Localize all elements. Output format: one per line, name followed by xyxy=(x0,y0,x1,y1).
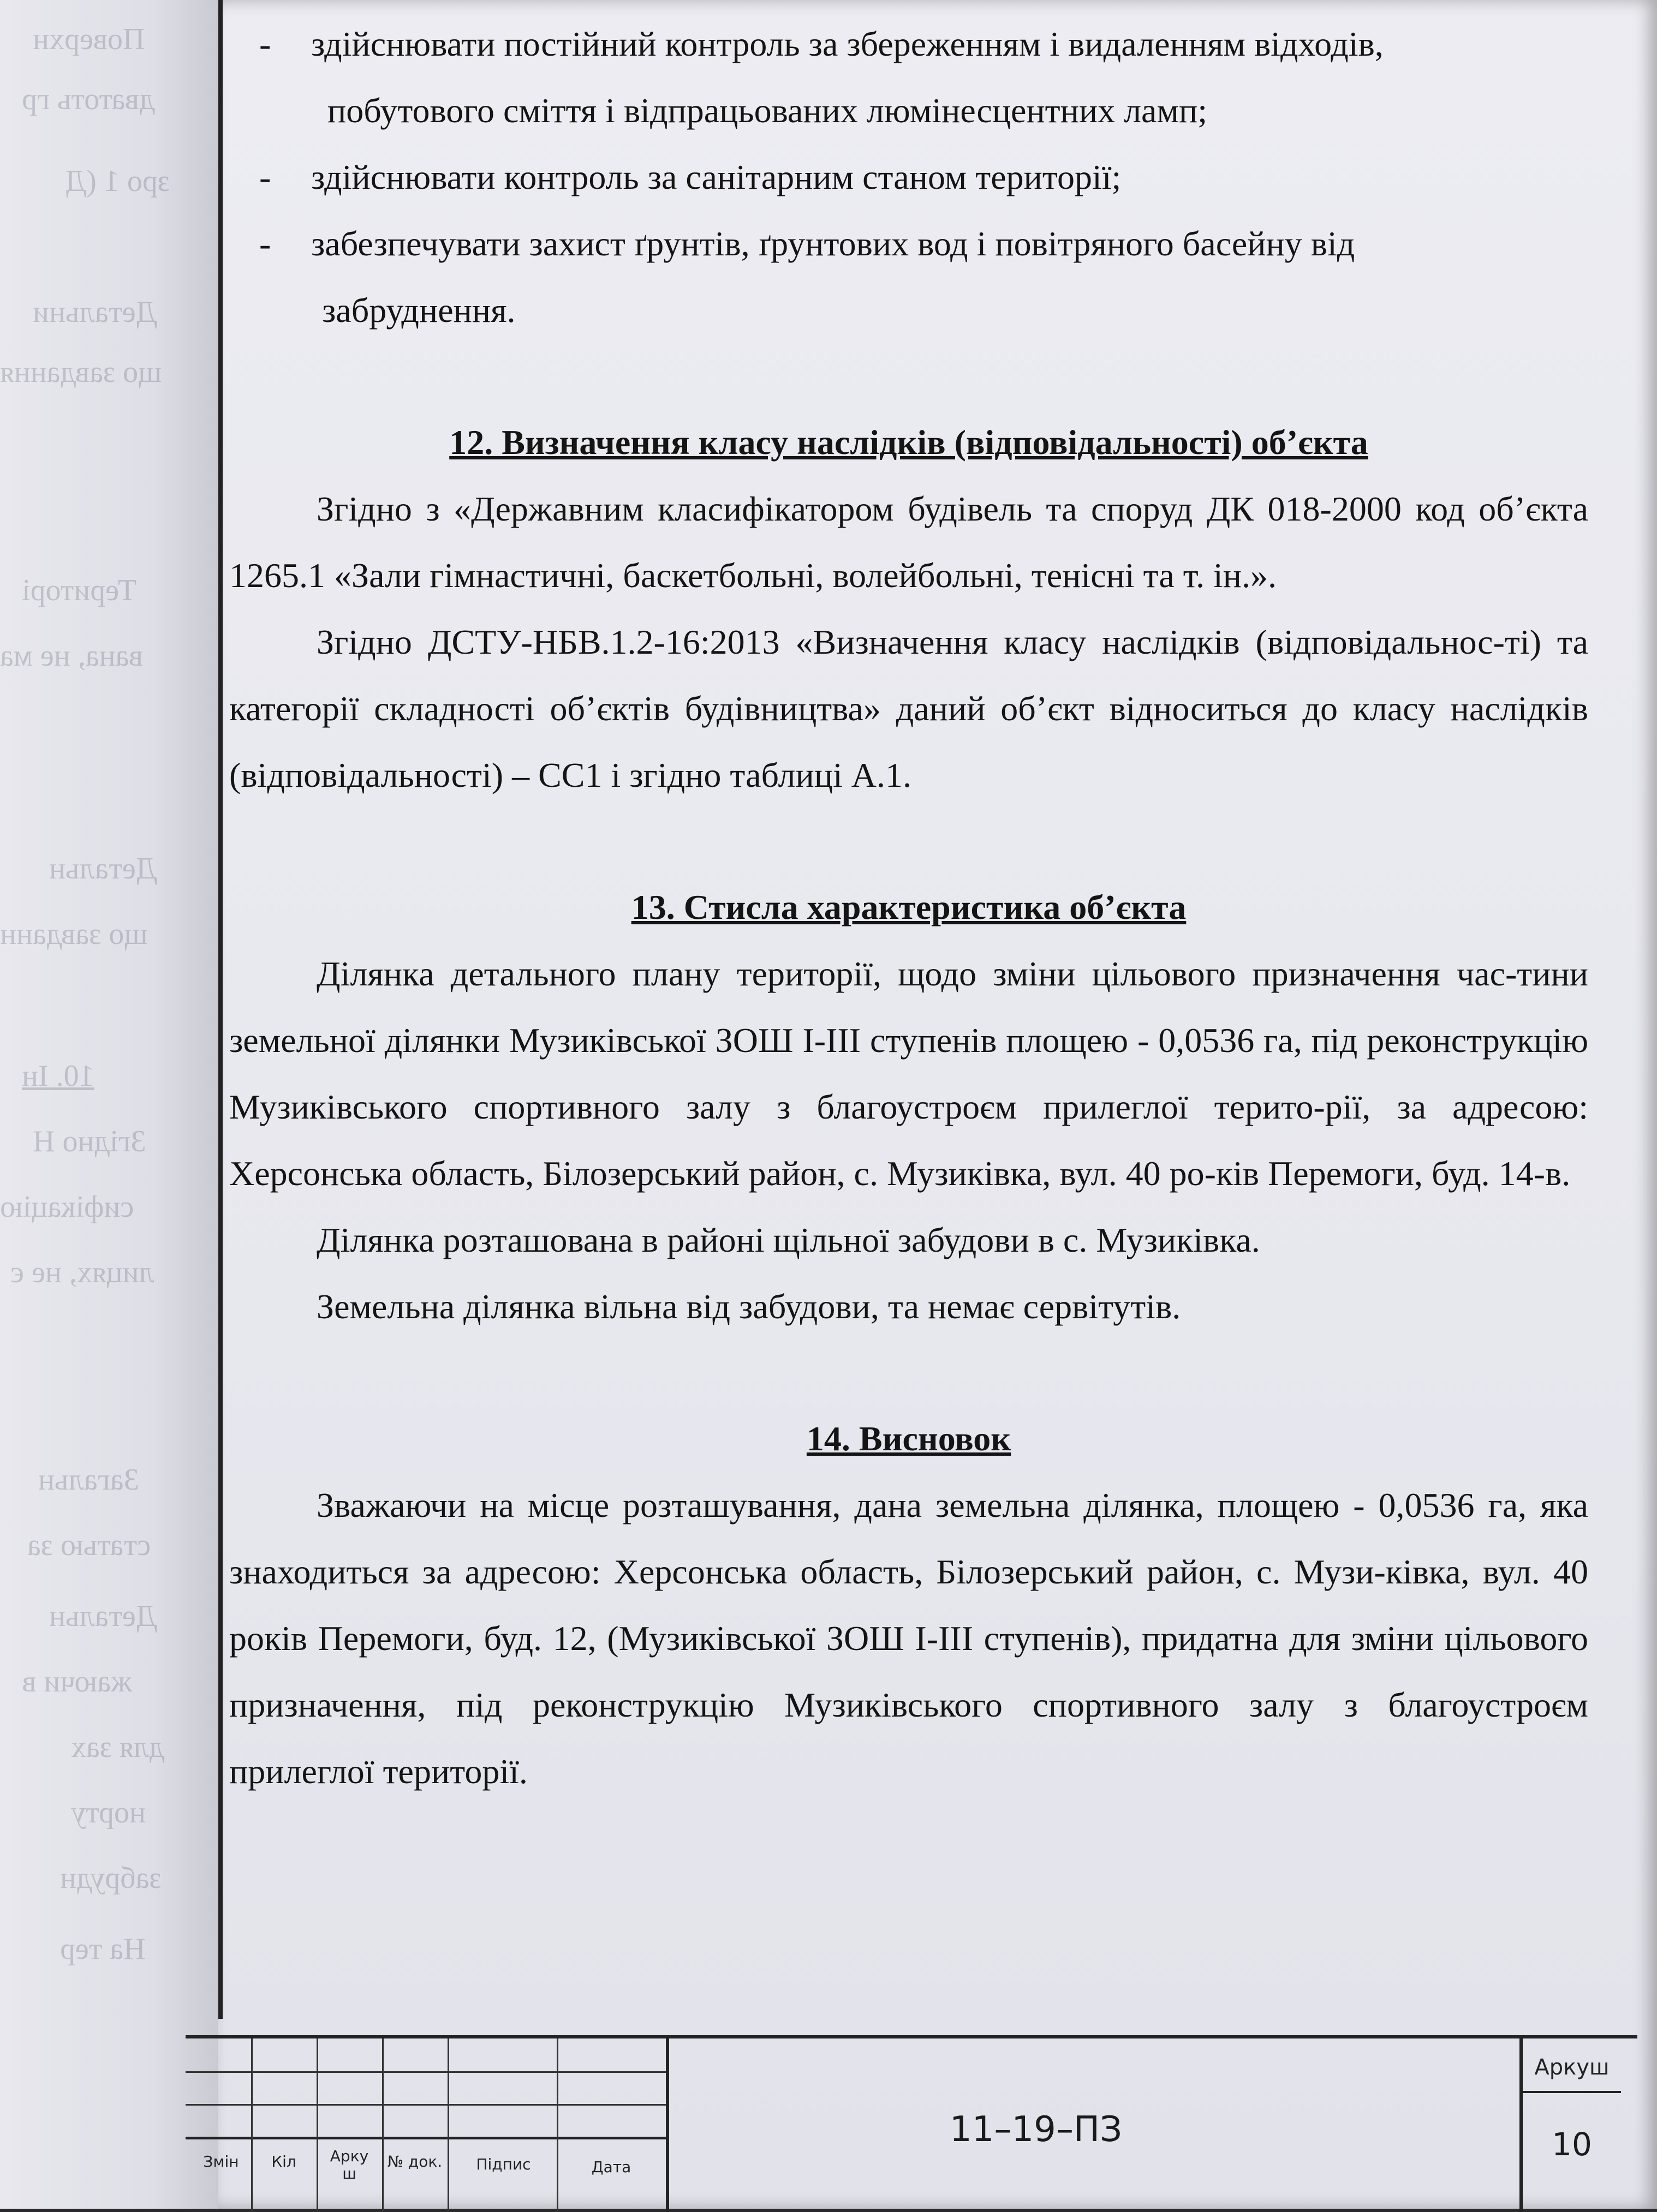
ghost-text: зро 1 (Д xyxy=(65,164,170,198)
document-page xyxy=(203,0,1657,2209)
ghost-text: Детальни xyxy=(33,295,157,329)
list-item-text: побутового сміття і відпрацьованих люмінесцентних ламп; xyxy=(327,91,1207,130)
list-item-text: здійснювати постійний контроль за збереженням і видаленням відходів, xyxy=(311,25,1384,63)
page-content xyxy=(229,11,1588,1805)
ghost-text: статью за xyxy=(27,1528,151,1562)
section-13-paragraph-3: Земельна ділянка вільна від забудови, та немає сервітутів. xyxy=(317,1287,1181,1326)
ghost-text: Територі xyxy=(22,573,137,607)
section-14-paragraph-1: Зважаючи на місце розташування, дана земельна ділянка, площею - 0,0536 га, яка знаходиться за адресою: Херсонська область, Білозерський район, с. Музи-ківка, вул. 40 років Перемоги, буд. 12, (Музиківської ЗОШ І-ІІІ ступенів), придатна для зміни цільового призначення, під реконструкцію Музиківського спортивного залу з благоустроєм прилеглої території. xyxy=(229,1486,1588,1791)
ghost-text: сифікацію xyxy=(0,1190,134,1224)
section-12-paragraph-1: Згідно з «Державним класифікатором будівель та споруд ДК 018-2000 код об’єкта 1265.1 «Зали гімнастичні, баскетбольні, волейбольні, тенісні та т. ін.». xyxy=(229,489,1588,595)
ghost-text: дватоть гр xyxy=(22,82,155,116)
section-14-title: 14. Висновок xyxy=(806,1419,1011,1458)
ghost-text: жаючи в xyxy=(22,1665,132,1699)
section-12-title: 12. Визначення класу наслідків (відповідальності) об’єкта xyxy=(449,423,1368,462)
sheet-label: Аркуш xyxy=(1523,2055,1621,2093)
ghost-text: Загальн xyxy=(38,1463,139,1497)
ghost-text: Згідно Н xyxy=(33,1125,146,1158)
ghost-text: На тер xyxy=(60,1932,146,1966)
ghost-text: для заx xyxy=(71,1730,165,1764)
stamp-label-signature: Підпис xyxy=(476,2155,531,2173)
stamp-label-doc-number: № док. xyxy=(387,2153,443,2171)
stamp-label-changes: Змін xyxy=(203,2153,239,2171)
list-item: - здійснювати постійний контроль за збереженням і видаленням відходів, побутового сміття і відпрацьованих люмінесцентних ламп; xyxy=(229,11,1588,144)
ghost-text: Детальн xyxy=(49,852,157,886)
ghost-text: забрудн xyxy=(60,1861,162,1895)
sheet-number-box xyxy=(1519,2038,1621,2212)
stamp-label-count: Кіл xyxy=(271,2153,296,2171)
ghost-text: Поверхн xyxy=(33,22,145,56)
list-item-text: забезпечувати захист ґрунтів, ґрунтових вод і повітряного басейну від xyxy=(311,224,1355,263)
stamp-label-date: Дата xyxy=(591,2158,631,2176)
list-item: - здійснювати контроль за санітарним станом території; xyxy=(259,158,1122,196)
ghost-text: 10. Ін xyxy=(22,1059,94,1093)
title-block-stamp xyxy=(186,2035,1637,2212)
sheet-number: 10 xyxy=(1552,2126,1592,2163)
frame-border xyxy=(218,0,223,2019)
ghost-text: що завданн xyxy=(0,917,148,951)
stamp-grid xyxy=(186,2038,669,2212)
section-13-title: 13. Стисла характеристика об’єкта xyxy=(631,888,1187,926)
adjacent-left-page xyxy=(0,0,218,2209)
list-item-text: здійснювати контроль за санітарним станом території; xyxy=(311,158,1122,196)
ghost-text: що завдання xyxy=(0,355,162,389)
stamp-label-sheet: Арку ш xyxy=(330,2147,369,2183)
ghost-text: вана, не ма xyxy=(0,639,144,673)
section-12-paragraph-2: Згідно ДСТУ-НБВ.1.2-16:2013 «Визначення класу наслідків (відповідальнос-ті) та категорії складності об’єктів будівництва» даний об’єкт відноситься до класу наслідків (відповідальності) – СС1 і згідно таблиці А.1. xyxy=(229,623,1588,794)
ghost-text: лицях, не є xyxy=(11,1256,154,1289)
section-13-paragraph-2: Ділянка розташована в районі щільної забудови в с. Музиківка. xyxy=(317,1221,1260,1259)
ghost-text: норту xyxy=(71,1796,146,1830)
ghost-text: Детальн xyxy=(49,1599,157,1633)
section-13-paragraph-1: Ділянка детального плану території, щодо зміни цільового призначення час-тини земельної ділянки Музиківської ЗОШ І-ІІІ ступенів площею - 0,0536 га, під реконструкцію Музиківського спортивного залу з благоустроєм прилеглої терито-рії, за адресою: Херсонська область, Білозерський район, с. Музиківка, вул. 40 ро-ків Перемоги, буд. 14-в. xyxy=(229,954,1588,1193)
document-code: 11–19–ПЗ xyxy=(950,2109,1123,2150)
list-item: - забезпечувати захист ґрунтів, ґрунтових вод і повітряного басейну від забруднення. xyxy=(229,211,1588,344)
list-item-text: забруднення. xyxy=(322,291,516,330)
